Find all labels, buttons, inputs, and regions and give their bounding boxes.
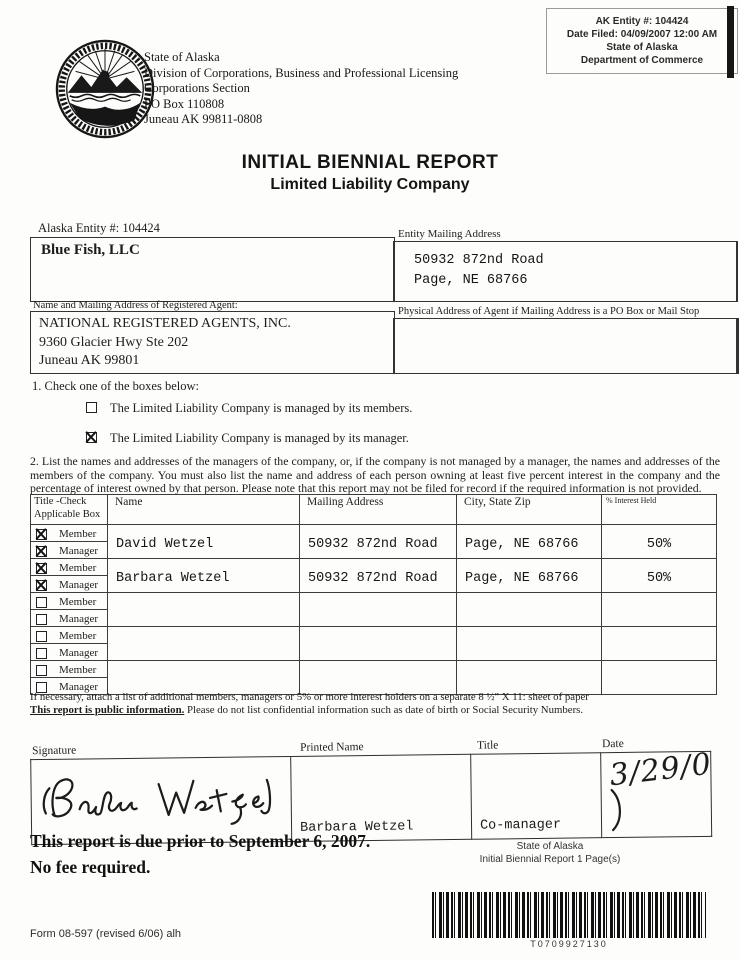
footnote-line2: Please do not list confidential information such as date of birth or Social Security Numbers. xyxy=(184,704,584,716)
row1-manager-checkbox[interactable] xyxy=(36,546,47,557)
agency-state: State of Alaska xyxy=(144,50,220,64)
due-notice xyxy=(30,828,370,880)
row1-interest: 50% xyxy=(602,525,717,559)
row1-member-checkbox[interactable] xyxy=(36,529,47,540)
row3-manager-checkbox[interactable] xyxy=(36,614,47,625)
title-cell[interactable]: Co-manager xyxy=(471,753,602,840)
entity-mailing-label: Entity Mailing Address xyxy=(398,228,501,240)
col-mailing: Mailing Address xyxy=(300,495,457,525)
barcode-number: T0709927130 xyxy=(530,939,608,949)
agency-pobox: PO Box 110808 xyxy=(144,96,225,111)
printed-name-cell[interactable]: Barbara Wetzel xyxy=(291,754,472,841)
table-row: Member xyxy=(31,593,717,610)
barcode xyxy=(432,892,706,938)
form-subtitle: Limited Liability Company xyxy=(270,176,470,193)
entity-mailing-box xyxy=(393,241,738,302)
col-title: Title -Check xyxy=(34,496,87,507)
stamp-department: Department of Commerce xyxy=(580,55,704,66)
entity-number: Alaska Entity #: 104424 xyxy=(38,221,160,235)
agent-physical-label: Physical Address of Agent if Mailing Address is a PO Box or Mail Stop xyxy=(398,306,700,317)
manager-option-label: The Limited Liability Company is managed by its manager. xyxy=(110,431,409,445)
col-name: Name xyxy=(108,495,300,525)
manager-checkbox[interactable] xyxy=(86,432,97,443)
signature-section xyxy=(30,737,714,836)
agency-division: Division of Corporations, Business and Professional Licensing xyxy=(144,65,459,80)
row1-mailing: 50932 872nd Road xyxy=(300,525,457,559)
stamp-entity-number: AK Entity #: 104424 xyxy=(595,16,689,27)
stamp-state: State of Alaska xyxy=(606,42,678,53)
signature-label: Signature xyxy=(32,744,77,758)
form-title-block xyxy=(0,152,740,194)
agency-city: Juneau AK 99811-0808 xyxy=(144,112,263,126)
table-footnote xyxy=(30,691,722,717)
stamp-date-filed: Date Filed: 04/09/2007 12:00 AM xyxy=(566,29,718,40)
signature-handwriting xyxy=(35,768,288,829)
option-managed-by-members xyxy=(86,401,412,416)
section2-instructions: 2. List the names and addresses of the managers of the company, or, if the company is not managed by a manager, the names and addresses of the members of the company. You must also list the name and address of each person owning at least five percent interest in the company and the percentage of interest owned by that person. Please note that this report may not be filed for record if the required information is not provided. xyxy=(30,454,720,496)
date-handwriting: 3/29/0 xyxy=(607,746,714,794)
col-city: City, State Zip xyxy=(457,495,602,525)
section1-heading: 1. Check one of the boxes below: xyxy=(32,379,199,393)
row2-interest: 50% xyxy=(602,559,717,593)
agent-physical-box xyxy=(393,318,739,374)
footnote-line1: If necessary, attach a list of additional members, managers or 5% or more interest holders on a separate 8 ½" X 11: sheet of paper xyxy=(30,691,589,703)
scan-edge-artifact xyxy=(727,6,734,78)
entity-name: Blue Fish, LLC xyxy=(41,242,140,258)
table-row: Member Barbara Wetzel 50932 872nd Road Page, NE 68766 50% xyxy=(31,559,717,576)
due-line: This report is due prior to September 6, 2007. xyxy=(30,831,371,851)
table-row: Member xyxy=(31,661,717,678)
printed-name-label: Printed Name xyxy=(300,741,364,754)
row2-manager-checkbox[interactable] xyxy=(36,580,47,591)
row1-name: David Wetzel xyxy=(108,525,300,559)
row3-member-checkbox[interactable] xyxy=(36,597,47,608)
entity-mailing-line1: 50932 872nd Road xyxy=(414,253,544,268)
date-label: Date xyxy=(601,737,624,751)
col-interest: % Interest Held xyxy=(602,495,717,525)
filing-stamp xyxy=(546,8,738,74)
row2-member-checkbox[interactable] xyxy=(36,563,47,574)
agent-address2: Juneau AK 99801 xyxy=(39,353,140,368)
agency-address-block xyxy=(144,50,458,128)
table-row: Member David Wetzel 50932 872nd Road Page, NE 68766 50% xyxy=(31,525,717,542)
entity-name-box xyxy=(30,237,395,302)
form-number: Form 08-597 (revised 6/06) alh xyxy=(30,928,182,940)
managers-table: Title -Check Applicable Box Name Mailing Address City, State Zip % Interest Held Member David Wetzel 50932 872nd Road Page, NE 68766 50% Manager Member Barbara Wetzel 50932 872nd Road Page, NE 68766 50% Manager Member Manager Member Manager Member Manager xyxy=(30,494,717,695)
agent-label: Name and Mailing Address of Registered Agent: xyxy=(33,300,238,311)
row2-name: Barbara Wetzel xyxy=(108,559,300,593)
title-label: Title xyxy=(476,739,499,752)
footer-state: State of Alaska xyxy=(516,841,584,852)
pen-flourish xyxy=(610,788,625,832)
members-option-label: The Limited Liability Company is managed by its members. xyxy=(110,401,413,415)
agent-address1: 9360 Glacier Hwy Ste 202 xyxy=(39,334,189,350)
table-row: Member xyxy=(31,627,717,644)
table-header-row: Title -Check Applicable Box Name Mailing Address City, State Zip % Interest Held xyxy=(31,495,717,525)
footer-pages: Initial Biennial Report 1 Page(s) xyxy=(479,854,621,865)
public-info-notice: This report is public information. xyxy=(30,704,185,716)
form-title: INITIAL BIENNIAL REPORT xyxy=(241,152,499,173)
members-checkbox[interactable] xyxy=(86,402,97,413)
option-managed-by-manager xyxy=(86,431,409,446)
row2-mailing: 50932 872nd Road xyxy=(300,559,457,593)
row4-manager-checkbox[interactable] xyxy=(36,648,47,659)
agent-name: NATIONAL REGISTERED AGENTS, INC. xyxy=(39,316,291,331)
agency-section: Corporations Section xyxy=(144,81,250,95)
footer-state-block xyxy=(420,840,680,866)
row4-member-checkbox[interactable] xyxy=(36,631,47,642)
row5-member-checkbox[interactable] xyxy=(36,665,47,676)
fee-line: No fee required. xyxy=(30,857,151,877)
date-cell[interactable] xyxy=(601,746,714,837)
row2-city: Page, NE 68766 xyxy=(457,559,602,593)
row1-city: Page, NE 68766 xyxy=(457,525,602,559)
agent-box xyxy=(30,311,395,374)
entity-mailing-line2: Page, NE 68766 xyxy=(414,273,528,288)
alaska-state-seal-icon xyxy=(54,38,156,140)
